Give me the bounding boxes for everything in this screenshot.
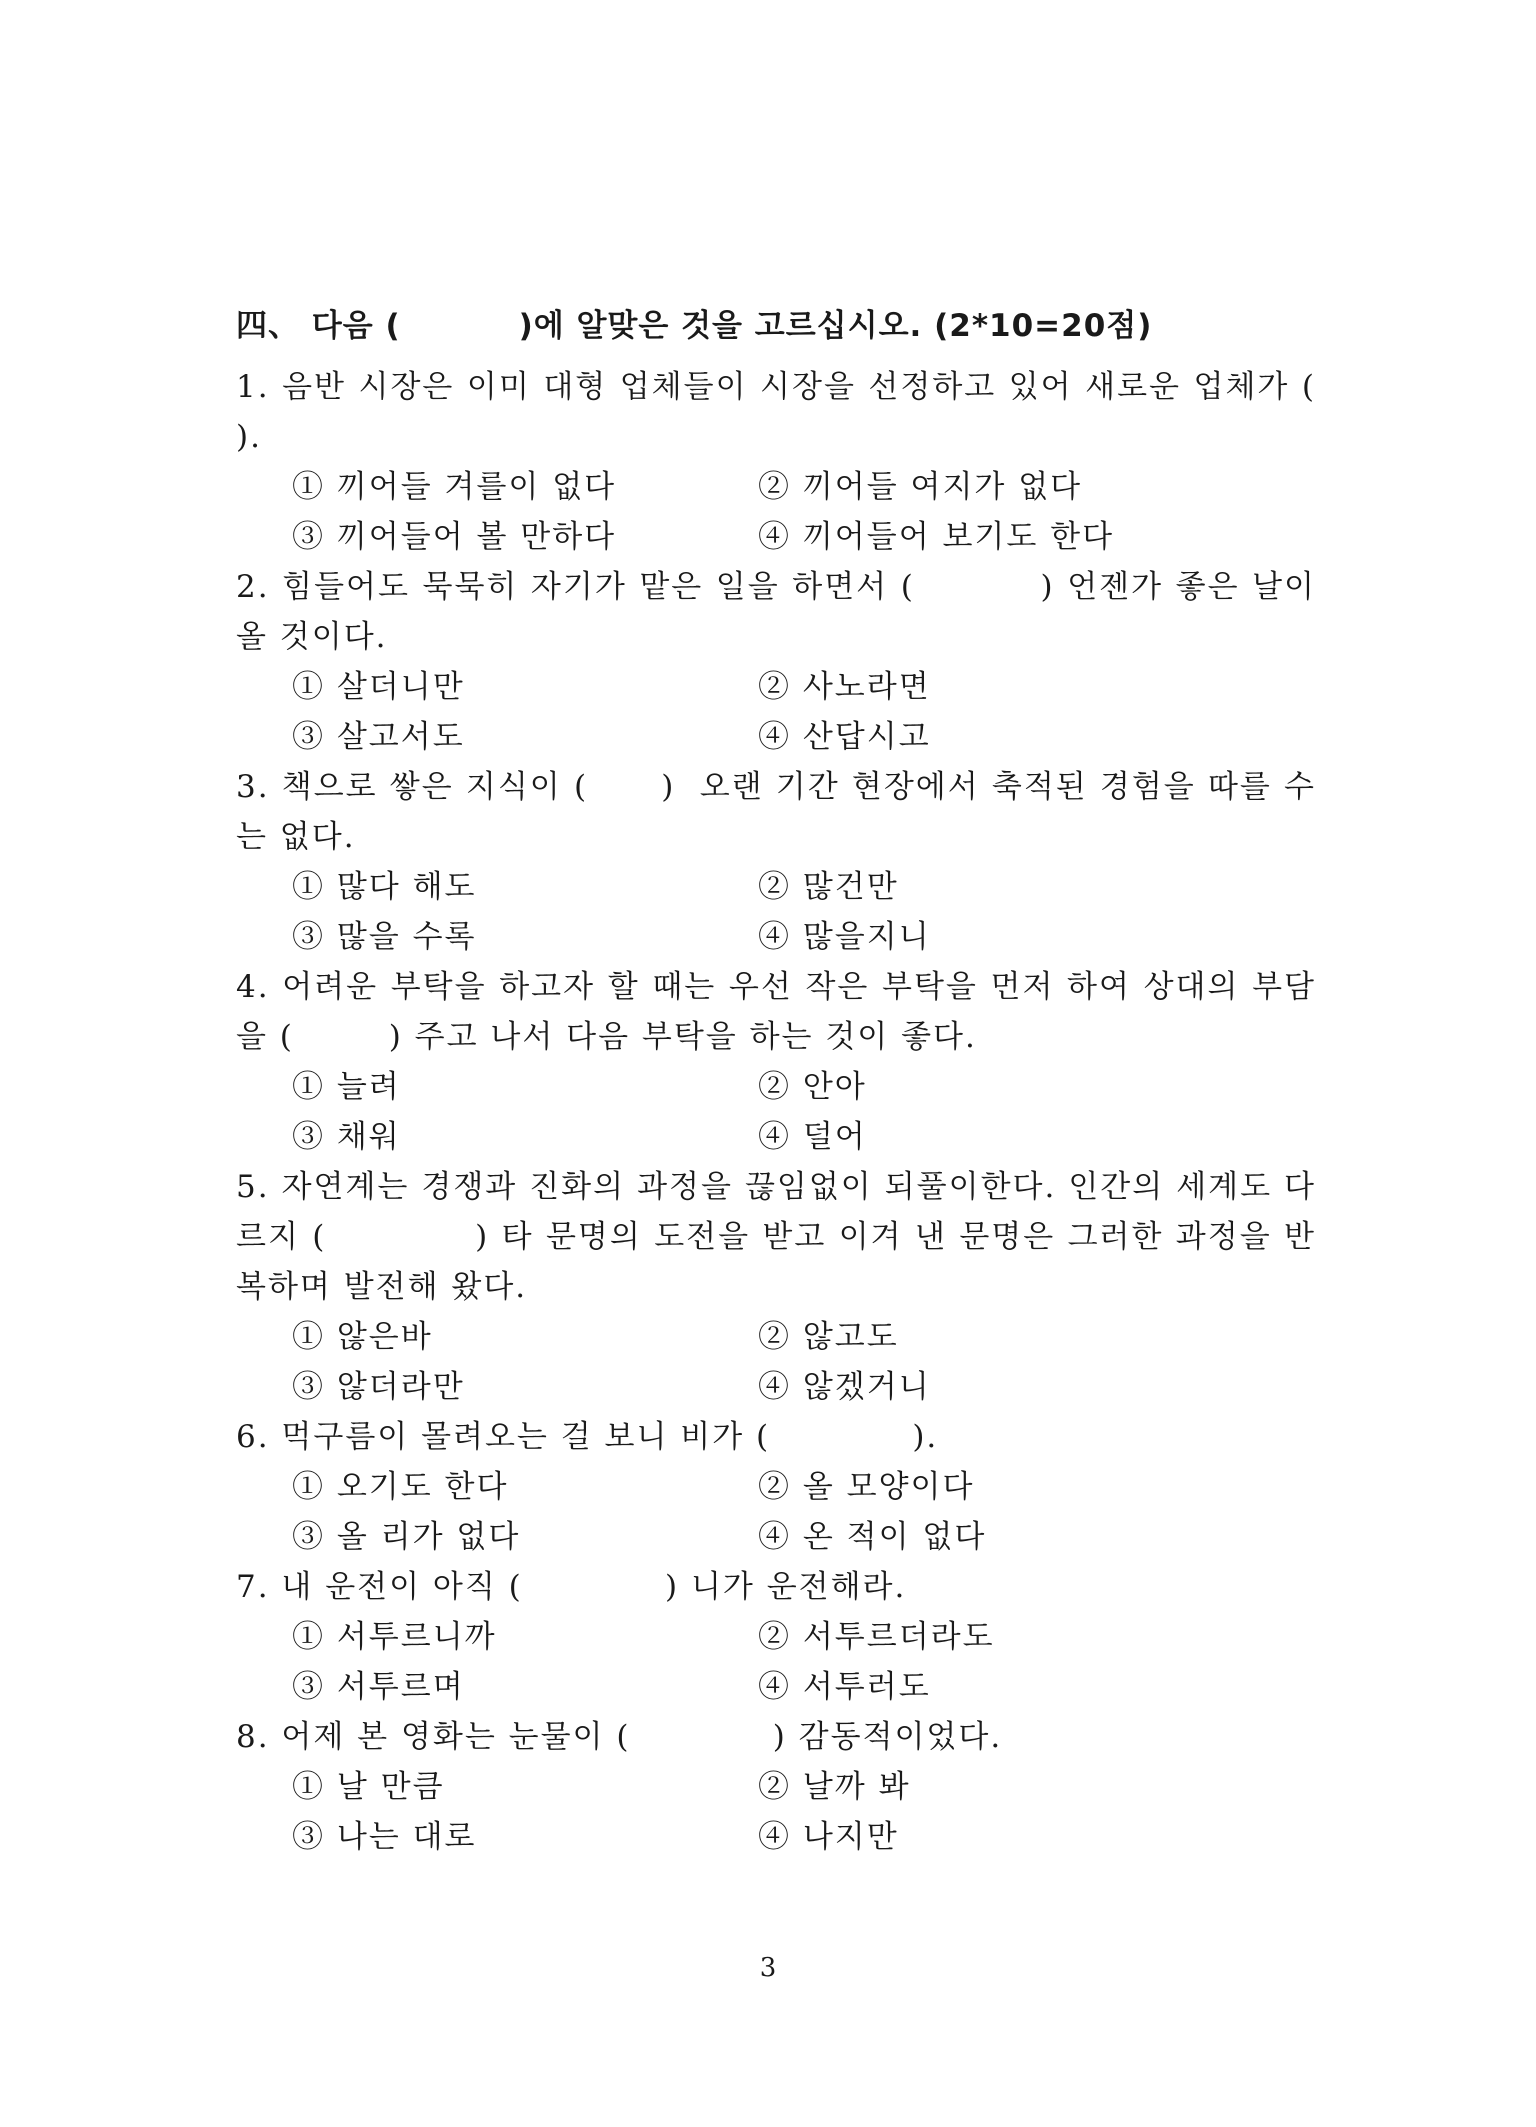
choice-4: ④ 끼어들어 보기도 한다 <box>758 519 1115 555</box>
question-6 <box>236 1412 1316 1562</box>
choice-list <box>236 1762 1316 1862</box>
choice-1: ① 않은바 <box>292 1319 433 1355</box>
choice-2: ② 끼어들 여지가 없다 <box>758 469 1083 505</box>
page-number: 3 <box>759 1953 777 1983</box>
choice-list <box>236 1612 1316 1712</box>
question-text: 7. 내 운전이 아직 ( ) 니가 운전해라. <box>236 1569 907 1605</box>
choice-1: ① 오기도 한다 <box>292 1469 509 1505</box>
choice-2: ② 않고도 <box>758 1319 899 1355</box>
question-4 <box>236 962 1316 1162</box>
choice-1: ① 많다 해도 <box>292 869 477 905</box>
choice-4: ④ 않겠거니 <box>758 1369 931 1405</box>
question-3 <box>236 762 1316 962</box>
choice-list <box>236 1062 1316 1162</box>
choice-3: ③ 나는 대로 <box>292 1819 477 1855</box>
choice-1: ① 끼어들 겨를이 없다 <box>292 469 617 505</box>
choice-4: ④ 많을지니 <box>758 919 931 955</box>
choice-4: ④ 덜어 <box>758 1119 867 1155</box>
choice-2: ② 많건만 <box>758 869 899 905</box>
question-text: 6. 먹구름이 몰려오는 걸 보니 비가 ( ). <box>236 1419 939 1455</box>
choice-3: ③ 올 리가 없다 <box>292 1519 521 1555</box>
choice-4: ④ 산답시고 <box>758 719 931 755</box>
choice-3: ③ 살고서도 <box>292 719 465 755</box>
choice-1: ① 서투르니까 <box>292 1619 497 1655</box>
choice-4: ④ 서투러도 <box>758 1669 931 1705</box>
choice-4: ④ 나지만 <box>758 1819 899 1855</box>
choice-list <box>236 862 1316 962</box>
choice-list <box>236 662 1316 762</box>
choice-2: ② 서투르더라도 <box>758 1619 995 1655</box>
choice-1: ① 살더니만 <box>292 669 465 705</box>
question-text: 4. 어려운 부탁을 하고자 할 때는 우선 작은 부탁을 먼저 하여 상대의 부담을 ( ) 주고 나서 다음 부탁을 하는 것이 좋다. <box>236 969 1316 1055</box>
choice-2: ② 올 모양이다 <box>758 1469 975 1505</box>
choice-2: ② 날까 봐 <box>758 1769 911 1805</box>
question-2 <box>236 562 1328 762</box>
choice-2: ② 사노라면 <box>758 669 931 705</box>
choice-3: ③ 끼어들어 볼 만하다 <box>292 519 617 555</box>
exam-page <box>236 296 1435 1862</box>
choice-list <box>236 1312 1316 1412</box>
choice-list <box>236 462 1316 562</box>
choice-2: ② 안아 <box>758 1069 867 1105</box>
choice-4: ④ 온 적이 없다 <box>758 1519 987 1555</box>
question-text: 8. 어제 본 영화는 눈물이 ( ) 감동적이었다. <box>236 1719 1003 1755</box>
question-text: 1. 음반 시장은 이미 대형 업체들이 시장을 선정하고 있어 새로운 업체가 ( ). <box>236 369 1435 455</box>
choice-3: ③ 많을 수록 <box>292 919 477 955</box>
question-5 <box>236 1162 1316 1412</box>
question-7 <box>236 1562 1316 1712</box>
choice-3: ③ 채워 <box>292 1119 401 1155</box>
question-text: 5. 자연계는 경쟁과 진화의 과정을 끊임없이 되풀이한다. 인간의 세계도 다르지 ( ) 타 문명의 도전을 받고 이겨 낸 문명은 그러한 과정을 반복하며 발전해 왔다. <box>236 1169 1316 1305</box>
section-title: 四、 다음 ( )에 알맞은 것을 고르십시오. (2*10=20점) <box>236 308 1153 344</box>
choice-3: ③ 서투르며 <box>292 1669 465 1705</box>
choice-3: ③ 않더라만 <box>292 1369 465 1405</box>
question-1 <box>236 362 1435 562</box>
choice-1: ① 날 만큼 <box>292 1769 445 1805</box>
question-text: 2. 힘들어도 묵묵히 자기가 맡은 일을 하면서 ( ) 언젠가 좋은 날이 올 것이다. <box>236 569 1328 655</box>
choice-1: ① 늘려 <box>292 1069 401 1105</box>
choice-list <box>236 1462 1316 1562</box>
question-8 <box>236 1712 1316 1862</box>
question-text: 3. 책으로 쌓은 지식이 ( ) 오랜 기간 현장에서 축적된 경험을 따를 수는 없다. <box>236 769 1316 855</box>
